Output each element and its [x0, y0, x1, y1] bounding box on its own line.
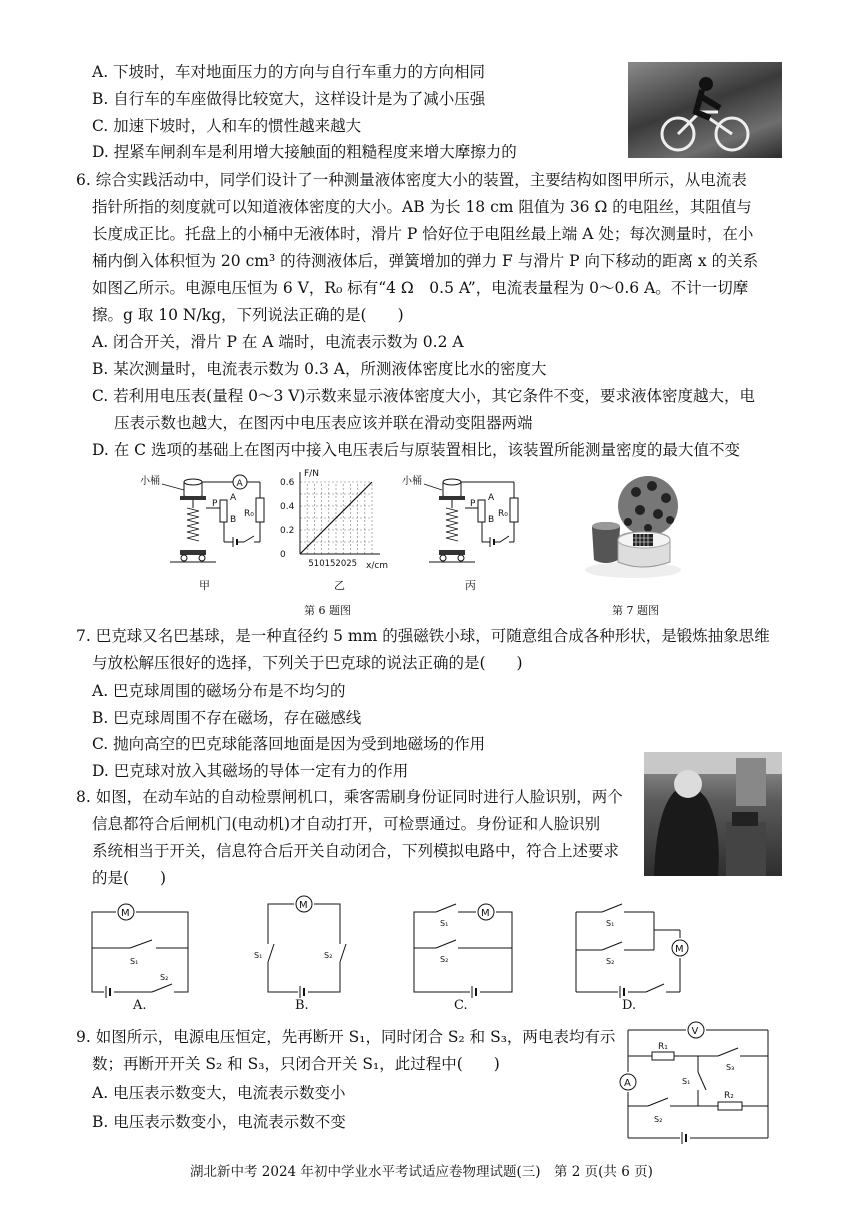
- q8-circuit-d: [574, 904, 684, 998]
- svg-text:R₁: R₁: [658, 1042, 668, 1052]
- figure-bing-caption: 丙: [465, 579, 476, 592]
- q6-option-c-line-2: 压表示数也越大，在图丙中电压表应该并联在滑动变阻器两端: [114, 414, 533, 432]
- svg-text:A: A: [624, 1078, 631, 1089]
- q6-stem-line-6: 擦。g 取 10 N/kg，下列说法正确的是( ): [92, 306, 404, 324]
- ammeter-label: A: [236, 479, 243, 489]
- y-tick-label: 0: [280, 550, 286, 560]
- q7-stem-line-2: 与放松解压很好的选择，下列关于巴克球的说法正确的是( ): [92, 654, 523, 672]
- x-axis-label: x/cm: [366, 561, 389, 571]
- q9-option-a: A. 电压表示数变大，电流表示数变小: [92, 1084, 346, 1102]
- svg-text:M: M: [299, 900, 308, 911]
- y-axis-label: F/N: [304, 469, 319, 479]
- q9-stem-line-2: 数；再断开开关 S₂ 和 S₃，只闭合开关 S₁，此过程中( ): [92, 1055, 500, 1073]
- q9-circuit: [614, 1020, 784, 1144]
- q8-label-c: C.: [454, 998, 468, 1013]
- svg-text:S₁: S₁: [254, 951, 263, 960]
- q6-figure-bing: [402, 470, 532, 565]
- svg-text:S₂: S₂: [606, 957, 615, 966]
- svg-text:R₀: R₀: [498, 509, 508, 519]
- bucket-label: 小桶: [140, 476, 160, 487]
- svg-text:S₂: S₂: [654, 1115, 663, 1124]
- q7-option-a: A. 巴克球周围的磁场分布是不均匀的: [92, 682, 346, 700]
- q8-stem-line-4: 的是( ): [92, 869, 167, 887]
- q6-figure-caption: 第 6 题图: [304, 604, 351, 617]
- svg-text:P: P: [470, 499, 476, 509]
- figure-jia-caption: 甲: [199, 579, 210, 592]
- page-footer: 湖北新中考 2024 年初中学业水平考试适应卷物理试题(三) 第 2 页(共 6 页): [190, 1164, 653, 1180]
- q6-stem-line-1: 6. 综合实践活动中，同学们设计了一种测量液体密度大小的装置，主要结构如图甲所示，从电流表: [76, 171, 747, 189]
- x-tick-labels: 510152025: [308, 559, 358, 569]
- svg-text:S₁: S₁: [440, 919, 449, 928]
- q6-option-a: A. 闭合开关，滑片 P 在 A 端时，电流表示数为 0.2 A: [92, 333, 464, 351]
- svg-text:M: M: [675, 944, 684, 955]
- q8-label-b: B.: [295, 998, 309, 1013]
- svg-text:P: P: [212, 499, 218, 509]
- q5-option-d: D. 捏紧车闸刹车是利用增大接触面的粗糙程度来增大摩擦力的: [92, 143, 517, 161]
- q8-stem-line-1: 8. 如图，在动车站的自动检票闸机口，乘客需刷身份证同时进行人脸识别，两个: [76, 788, 623, 806]
- q6-chart-yi: [274, 469, 389, 574]
- svg-text:S₃: S₃: [726, 1063, 735, 1072]
- bicycle-photo: [628, 62, 782, 158]
- ticket-gate-photo: [644, 752, 782, 876]
- q6-stem-line-5: 如图乙所示。电源电压恒为 6 V，R₀ 标有“4 Ω 0.5 A”，电流表量程为 0～0.6 A。不计一切摩: [92, 279, 749, 297]
- q6-figure-jia: [140, 470, 270, 565]
- q7-option-b: B. 巴克球周围不存在磁场，存在磁感线: [92, 709, 362, 727]
- q6-option-b: B. 某次测量时，电流表示数为 0.3 A，所测液体密度比水的密度大: [92, 360, 547, 378]
- q7-option-d: D. 巴克球对放入其磁场的导体一定有力的作用: [92, 762, 409, 780]
- q8-label-a: A.: [133, 998, 147, 1013]
- chart-caption: 乙: [334, 579, 345, 592]
- svg-text:M: M: [481, 908, 490, 919]
- svg-text:S₁: S₁: [130, 957, 139, 966]
- svg-text:V: V: [691, 1026, 699, 1037]
- q8-stem-line-3: 系统相当于开关，信息符合后开关自动闭合，下列模拟电路中，符合上述要求: [92, 842, 620, 860]
- svg-text:S₂: S₂: [440, 955, 449, 964]
- q6-stem-line-4: 桶内倒入体积恒为 20 cm³ 的待测液体后，弹簧增加的弹力 F 与滑片 P 向下移动的距离 x 的关系: [92, 252, 759, 270]
- q9-stem-line-1: 9. 如图所示，电源电压恒定，先再断开 S₁，同时闭合 S₂ 和 S₃，两电表均有示: [76, 1028, 616, 1046]
- q5-option-a: A. 下坡时，车对地面压力的方向与自行车重力的方向相同: [92, 63, 486, 81]
- q8-stem-line-2: 信息都符合后闸机门(电动机)才自动打开，可检票通过。身份证和人脸识别: [92, 815, 601, 833]
- y-tick-label: 0.2: [280, 526, 295, 536]
- svg-text:小桶: 小桶: [402, 476, 422, 487]
- svg-text:A: A: [488, 493, 495, 503]
- q7-figure-caption: 第 7 题图: [612, 604, 659, 617]
- q8-circuit-b: [254, 892, 354, 1000]
- bicycle-rider-icon: [628, 62, 782, 158]
- y-tick-label: 0.6: [280, 478, 295, 488]
- q6-option-c-line-1: C. 若利用电压表(量程 0～3 V)示数来显示液体密度大小，其它条件不变，要求液体密度越大，电: [92, 387, 756, 405]
- svg-text:S₁: S₁: [682, 1077, 691, 1086]
- q6-option-d: D. 在 C 选项的基础上在图丙中接入电压表后与原装置相比，该装置所能测量密度的最大值不变: [92, 441, 740, 459]
- bucky-ball-photo: [578, 470, 688, 582]
- svg-text:M: M: [121, 908, 130, 919]
- q6-stem-line-3: 长度成正比。托盘上的小桶中无液体时，滑片 P 恰好位于电阻丝最上端 A 处；每次测量时，在小: [92, 225, 754, 243]
- q6-stem-line-2: 指针所指的刻度就可以知道液体密度的大小。AB 为长 18 cm 阻值为 36 Ω 的电阻丝，其阻值与: [92, 198, 752, 216]
- svg-text:A: A: [230, 493, 237, 503]
- q7-stem-line-1: 7. 巴克球又名巴基球，是一种直径约 5 mm 的强磁铁小球，可随意组合成各种形状，是锻炼抽象思维: [76, 627, 770, 645]
- svg-text:B: B: [230, 515, 237, 525]
- svg-text:S₂: S₂: [160, 973, 169, 982]
- svg-text:S₂: S₂: [324, 951, 333, 960]
- q8-label-d: D.: [622, 998, 637, 1013]
- q8-circuit-a: [90, 900, 190, 1000]
- q9-option-b: B. 电压表示数变小，电流表示数不变: [92, 1113, 346, 1131]
- q7-option-c: C. 抛向高空的巴克球能落回地面是因为受到地磁场的作用: [92, 735, 486, 753]
- svg-text:B: B: [488, 515, 495, 525]
- y-tick-label: 0.4: [280, 502, 295, 512]
- svg-text:R₂: R₂: [724, 1091, 734, 1101]
- q5-option-c: C. 加速下坡时，人和车的惯性越来越大: [92, 117, 362, 135]
- q8-circuit-c: [412, 900, 516, 1000]
- q5-option-b: B. 自行车的车座做得比较宽大，这样设计是为了减小压强: [92, 90, 486, 108]
- svg-text:S₁: S₁: [606, 919, 615, 928]
- svg-text:R₀: R₀: [244, 509, 254, 519]
